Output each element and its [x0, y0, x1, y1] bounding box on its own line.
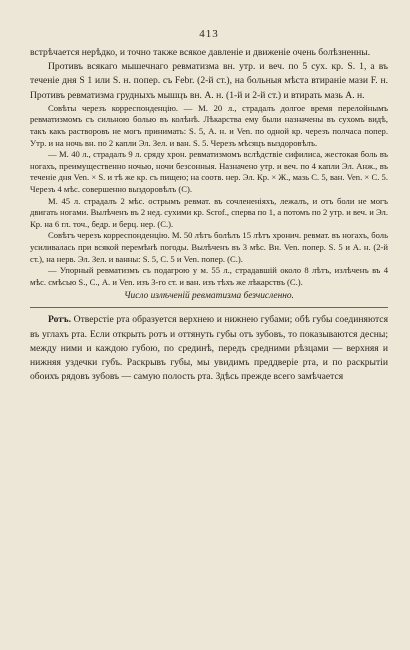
- case-report-3: М. 45 л. страдалъ 2 мѣс. острымъ ревмат. въ сочлененіяхъ, лежалъ, и отъ боли не могъ двигать ногами. Вылѣченъ въ 2 нед. сухими кр. Scrof., сперва по 1, а потомъ по 2 утр. и веч. и Эл. Кр. на 6 гл. точ., бедр. и берц. нер. (С.).: [30, 195, 388, 229]
- section-mouth: [30, 313, 388, 384]
- closing-remark: Число излѣченій ревматизма безчисленно.: [124, 291, 294, 302]
- case-report-1: Совѣты черезъ корреспонденцію. — М. 20 л., страдалъ долгое время перелойнымъ ревматизмомъ съ сильною болью въ колѣнѣ. Лѣкарства ему были назначены въ сухомъ видѣ, такъ какъ растворовъ не могъ принимать: S. 5, А. н. и Ven. по одной кр. черезъ полчаса попер. Утр. и на ночь вн. по 2 капли Эл. Зел. и ван. S. 5. Черезъ мѣсяцъ выздоровѣлъ.: [30, 102, 388, 148]
- page-number: 413: [199, 28, 219, 40]
- case-report-5: — Упорный ревматизмъ съ подагрою у м. 55 л., страдавшій около 8 лѣтъ, излѣченъ въ 4 мѣс. смѣсью S., С., А. и Ven. изъ 3-го ст. и ван. изъ тѣхъ же лѣкарствъ (С.).: [30, 265, 388, 287]
- paragraph-continuation: встрѣчается нерѣдко, и точно также всякое давленіе и движеніе очень болѣзненны.: [30, 47, 371, 58]
- section-text: Отверстіе рта образуется верхнею и нижнею губами; обѣ губы соединяются въ углахъ рта. Если открыть ротъ и оттянуть губы отъ зубовъ, то показываются десны; между ними и каждою губою, по срединѣ, передъ средними рѣзцами — верхняя и нижняя уздечки губъ. Раскрывъ губы, мы увидимъ преддверіе рта, и по раскрытіи обоихъ рядовъ зубовъ — самую полость рта. Здѣсь прежде всего замѣчается: [30, 314, 388, 383]
- case-report-4: Совѣтъ черезъ корреспонденцію. М. 50 лѣтъ болѣлъ 15 лѣтъ хронич. ревмат. въ ногахъ, боль усиливалась при всякой перемѣнѣ погоды. Вылѣченъ въ 3 мѣс. Вн. Ven. попер. S. 5 и А. н. (2-й ст.), на нерв. Эл. Зел. и ванны: S. 5, С. 5 и Ven. попер. (С.).: [30, 230, 388, 264]
- paragraph-treatment: Противъ всякаго мышечнаго ревматизма вн. утр. и веч. по 5 сух. кр. S. 1, а въ теченіе дня S 1 или S. н. попер. съ Febr. (2-й ст.), на больныя мѣста втираніе мази F. н. Противъ ревматизма грудныхъ мышцъ вн. А. н. (1-й и 2-й ст.) и втирать мазь А. н.: [30, 61, 388, 101]
- section-heading: Ротъ.: [48, 314, 71, 326]
- section-divider: [30, 307, 388, 308]
- case-report-2: — М. 40 л., страдалъ 9 л. сряду хрон. ревматизмомъ вслѣдствіе сифилиса, жестокая боль въ ногахъ, преимущественно ночью, ночи безсонныя. Назначено утр. и веч. по 4 капли Эл. Анж., въ теченіе дня Ven. × S. и тѣ же кр. съ пищею; на соотв. нер. Эл. Кр. × Ж., мазь С. 5, ван. Ven. × С. 5. Черезъ 4 мѣс. совершенно выздоровѣлъ (С).: [30, 149, 388, 194]
